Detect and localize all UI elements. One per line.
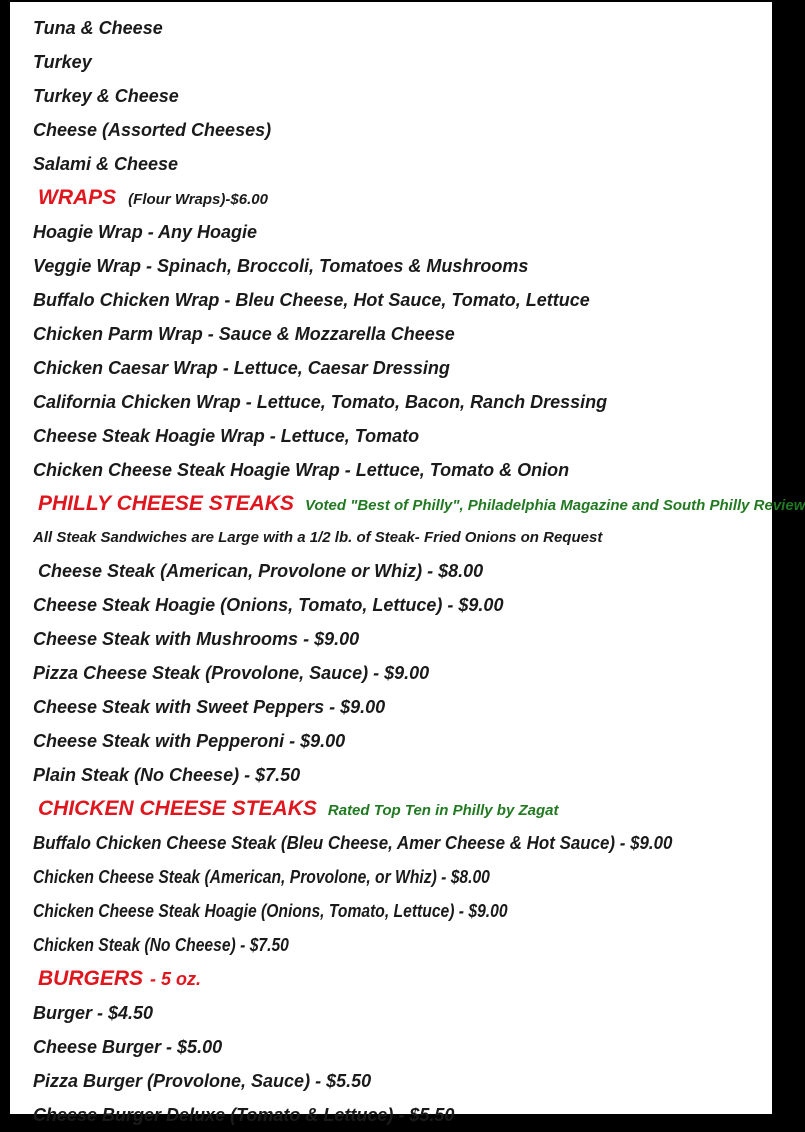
philly-heading-row <box>33 487 805 521</box>
menu-item: Chicken Cheese Steak (American, Provolone, or Whiz) - $8.00 <box>33 867 490 887</box>
wraps-heading-row <box>33 181 772 215</box>
menu-item: Hoagie Wrap - Any Hoagie <box>33 222 258 242</box>
menu-item: California Chicken Wrap - Lettuce, Tomato, Bacon, Ranch Dressing <box>33 392 608 412</box>
menu-content <box>10 2 805 1125</box>
menu-item: Chicken Cheese Steak Hoagie Wrap - Lettuce, Tomato & Onion <box>33 460 570 480</box>
menu-item: Plain Steak (No Cheese) - $7.50 <box>33 765 301 785</box>
menu-item: Salami & Cheese <box>33 154 179 174</box>
menu-item: Turkey <box>33 52 92 72</box>
menu-item: Cheese (Assorted Cheeses) <box>33 120 272 140</box>
menu-item: Veggie Wrap - Spinach, Broccoli, Tomatoes & Mushrooms <box>33 256 529 276</box>
chicken-section-heading: CHICKEN CHEESE STEAKS <box>38 797 317 820</box>
burgers-size-note: - 5 oz. <box>150 969 202 989</box>
menu-item: Pizza Cheese Steak (Provolone, Sauce) - $9.00 <box>33 663 430 683</box>
chicken-heading-row <box>33 792 772 826</box>
menu-item: Chicken Caesar Wrap - Lettuce, Caesar Dressing <box>33 358 450 378</box>
menu-item: Cheese Steak with Pepperoni - $9.00 <box>33 731 346 751</box>
philly-section-heading: PHILLY CHEESE STEAKS <box>38 492 294 515</box>
chicken-accolade: Rated Top Ten in Philly by Zagat <box>327 802 559 819</box>
menu-item: Chicken Cheese Steak Hoagie (Onions, Tomato, Lettuce) - $9.00 <box>33 901 508 921</box>
menu-item: Chicken Steak (No Cheese) - $7.50 <box>33 935 289 955</box>
menu-item: Turkey & Cheese <box>33 86 179 106</box>
menu-item: Chicken Parm Wrap - Sauce & Mozzarella Cheese <box>33 324 455 344</box>
wraps-price-note: (Flour Wraps)-$6.00 <box>128 191 268 208</box>
burgers-section-heading: BURGERS <box>38 967 144 990</box>
menu-item: Cheese Burger - $5.00 <box>33 1037 223 1057</box>
menu-item: Buffalo Chicken Cheese Steak (Bleu Cheese, Amer Cheese & Hot Sauce) - $9.00 <box>33 833 673 853</box>
philly-accolade: Voted "Best of Philly", Philadelphia Magazine and South Philly Review <box>304 497 805 514</box>
philly-subnote: All Steak Sandwiches are Large with a 1/2 lb. of Steak- Fried Onions on Request <box>33 529 603 546</box>
menu-item: Buffalo Chicken Wrap - Bleu Cheese, Hot Sauce, Tomato, Lettuce <box>33 290 590 310</box>
wraps-section-heading: WRAPS <box>38 186 117 209</box>
menu-item: Cheese Steak with Mushrooms - $9.00 <box>33 629 360 649</box>
menu-item: Burger - $4.50 <box>33 1003 154 1023</box>
menu-item: Cheese Steak with Sweet Peppers - $9.00 <box>33 697 386 717</box>
menu-item: Cheese Burger Deluxe (Tomato & Lettuce) - $5.50 <box>33 1105 455 1125</box>
menu-item: Cheese Steak (American, Provolone or Whiz) - $8.00 <box>38 561 484 581</box>
menu-item: Tuna & Cheese <box>33 18 163 38</box>
menu-item: Pizza Burger (Provolone, Sauce) - $5.50 <box>33 1071 372 1091</box>
burgers-heading-row <box>33 962 772 996</box>
menu-item: Cheese Steak Hoagie (Onions, Tomato, Lettuce) - $9.00 <box>33 595 504 615</box>
menu-item: Cheese Steak Hoagie Wrap - Lettuce, Tomato <box>33 426 420 446</box>
